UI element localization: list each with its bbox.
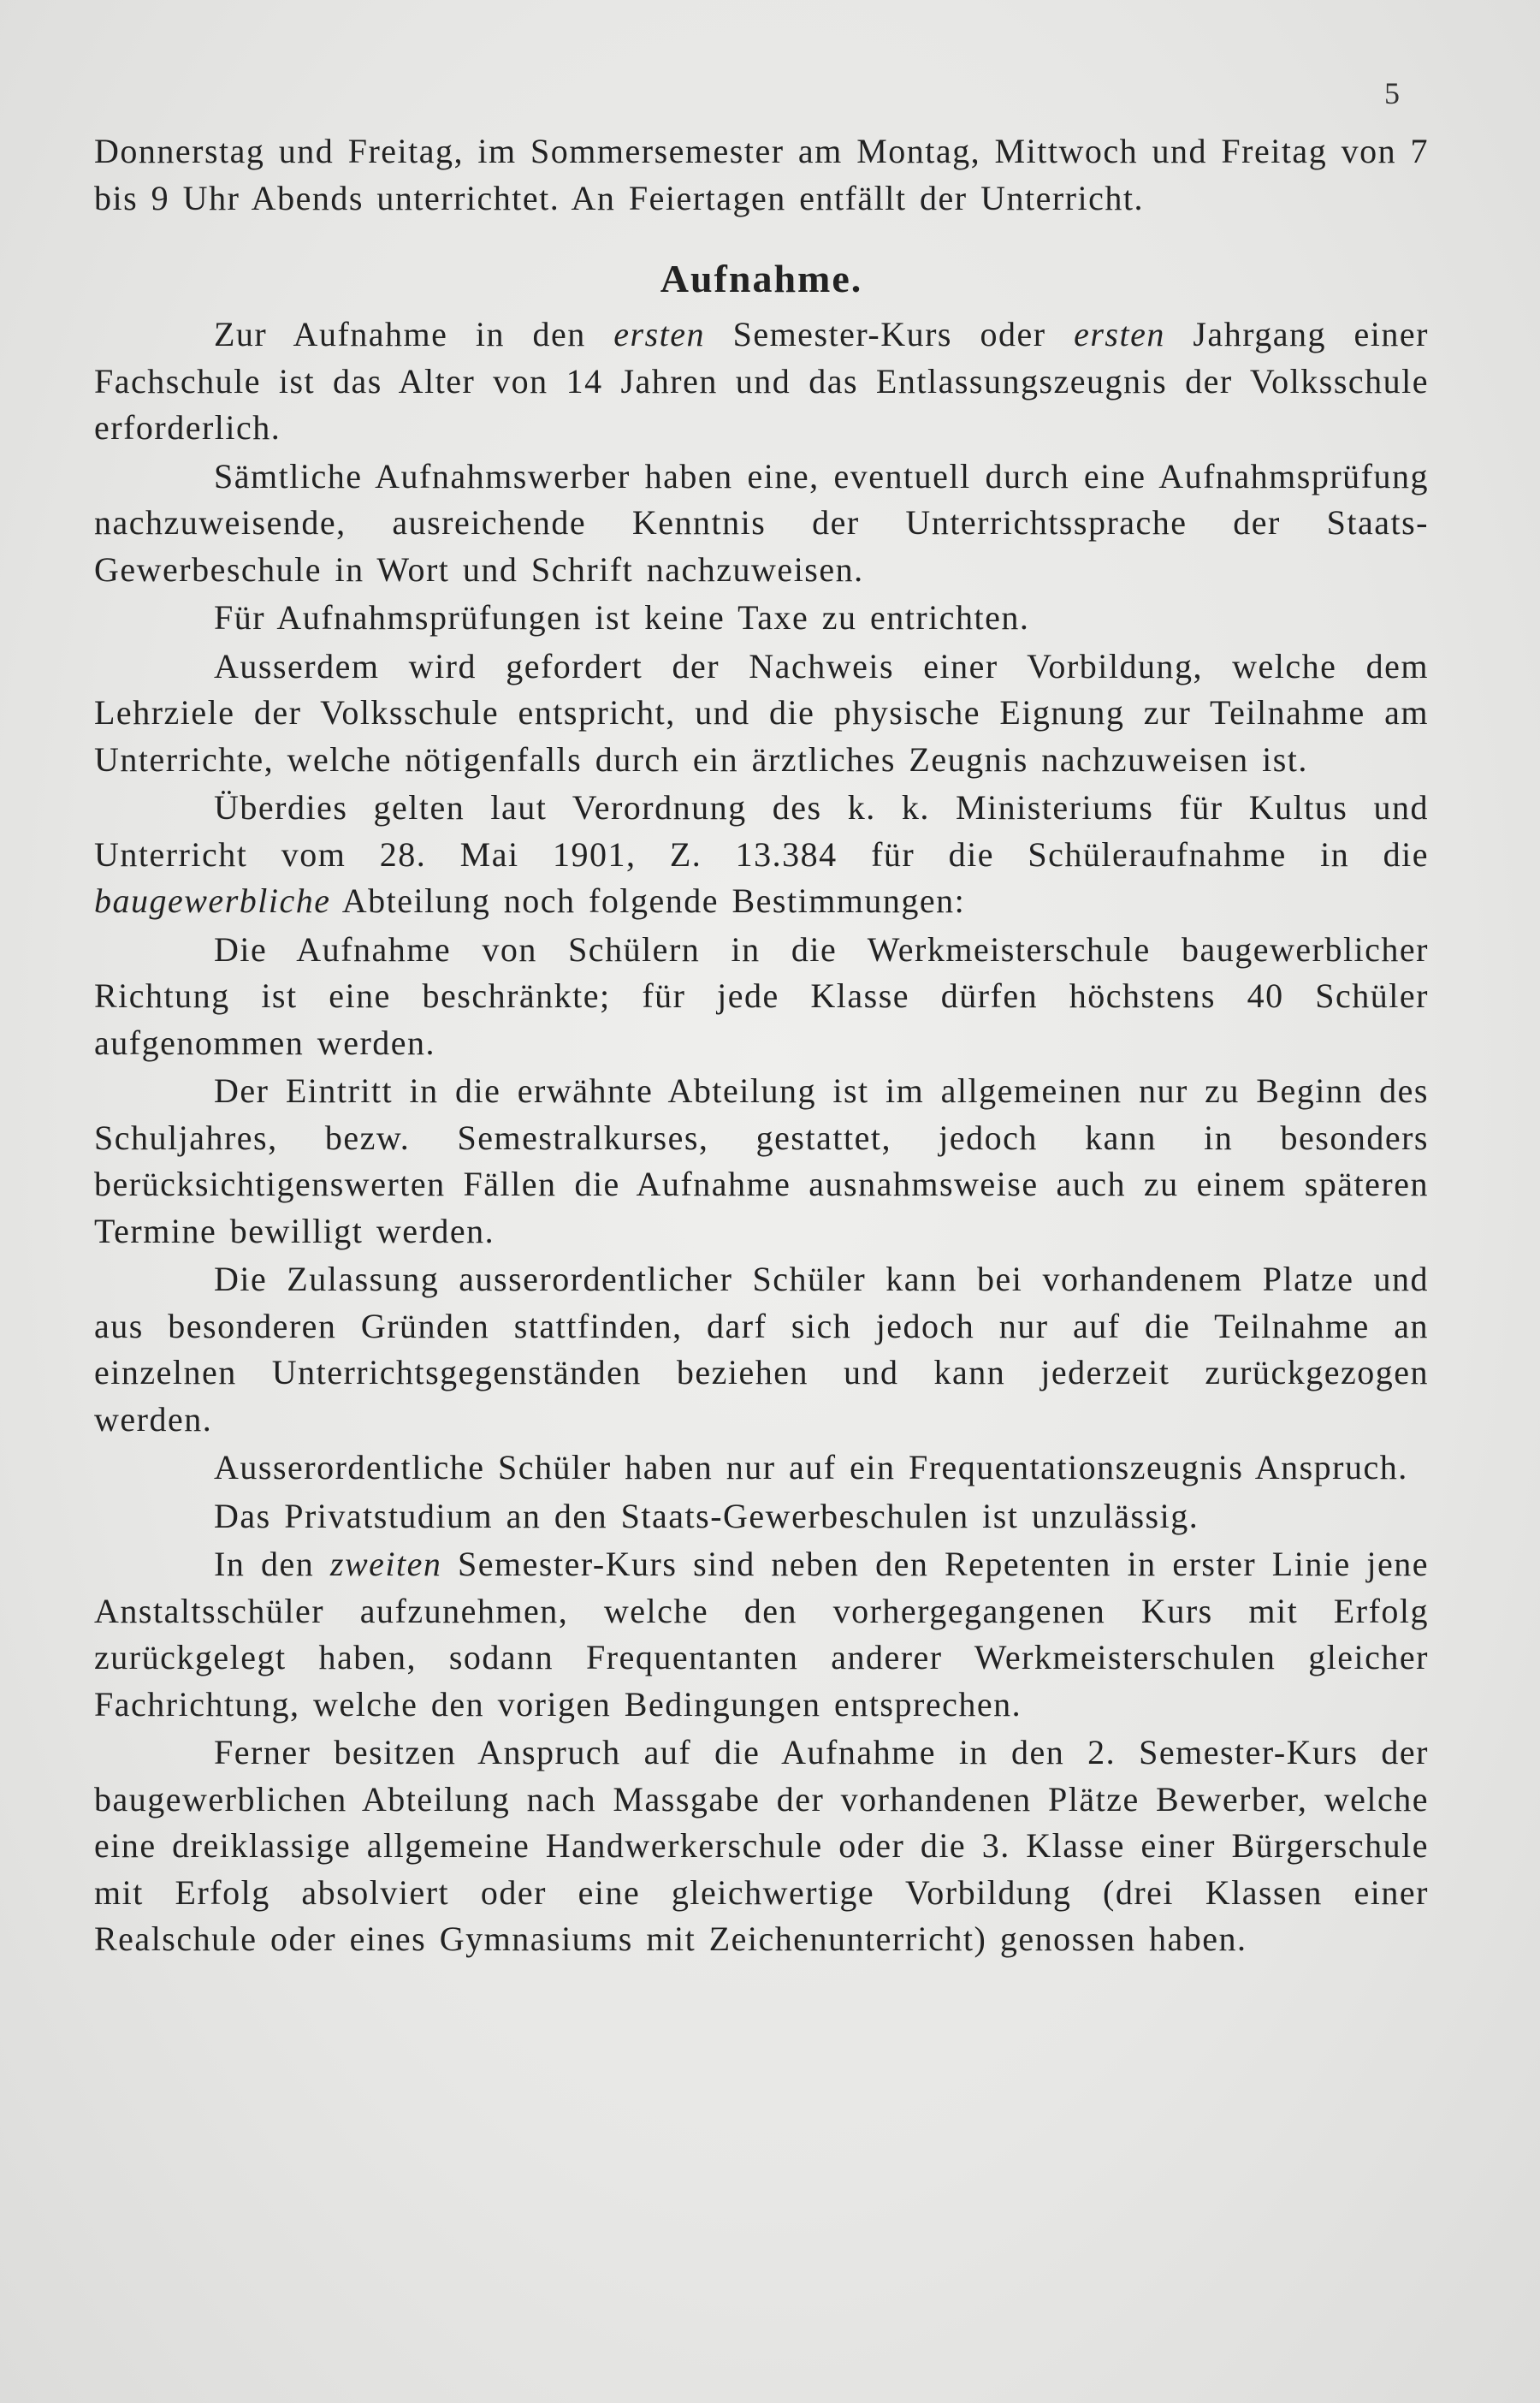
- paragraph: [94, 1445, 1429, 1492]
- paragraph: [94, 595, 1429, 642]
- emphasis-text: zweiten: [329, 1545, 442, 1583]
- paragraph: [94, 1256, 1429, 1443]
- text-run: Zur Aufnahme in den: [214, 315, 614, 353]
- paragraph: [94, 312, 1429, 452]
- emphasis-text: ersten: [1074, 315, 1165, 353]
- text-run: Abteilung noch folgende Bestimmungen:: [330, 881, 966, 920]
- page-number: 5: [1384, 76, 1400, 110]
- text-run: Semester-Kurs sind neben den Repetenten in erster Linie jene Anstaltsschüler aufzunehmen, welche den vorhergegangenen Kurs mit Erfolg zurückgelegt haben, sodann Frequentanten anderer Werkmeisterschulen gleicher Fachrichtung, welche den vorigen Bedingungen entsprechen.: [94, 1545, 1429, 1724]
- text-body: [94, 128, 1429, 1965]
- paragraph: [94, 128, 1429, 222]
- paragraph: [94, 454, 1429, 594]
- text-run: Semester-Kurs oder: [705, 315, 1075, 353]
- paragraph: [94, 1068, 1429, 1255]
- paragraph: [94, 644, 1429, 784]
- text-run: Der Eintritt in die erwähnte Abteilung ist im allgemeinen nur zu Beginn des Schuljahres, bezw. Semestralkurses, gestattet, jedoch kann in besonders berücksichtigenswerten Fällen die Aufnahme ausnahmsweise auch zu einem späteren Termine bewilligt werden.: [94, 1071, 1429, 1250]
- text-run: In den: [214, 1545, 330, 1583]
- text-run: Überdies gelten laut Verordnung des k. k. Ministeriums für Kultus und Unterricht vom 28. Mai 1901, Z. 13.384 für die Schüleraufnahme in die: [94, 788, 1429, 874]
- paragraph: [94, 927, 1429, 1067]
- text-run: Die Zulassung ausserordentlicher Schüler kann bei vorhandenem Platze und aus besonderen Gründen stattfinden, darf sich jedoch nur auf die Teilnahme an einzelnen Unterrichtsgegenständen beziehen und kann jederzeit zurückgezogen werden.: [94, 1260, 1429, 1439]
- text-run: Das Privatstudium an den Staats-Gewerbeschulen ist unzulässig.: [214, 1496, 1199, 1535]
- text-run: Ausserordentliche Schüler haben nur auf ein Frequentationszeugnis Anspruch.: [214, 1448, 1408, 1486]
- text-run: Für Aufnahmsprüfungen ist keine Taxe zu entrichten.: [214, 598, 1030, 637]
- paragraph: [94, 785, 1429, 925]
- text-run: Donnerstag und Freitag, im Sommersemester am Montag, Mittwoch und Freitag von 7 bis 9 Uhr Abends unterrichtet. An Feiertagen entfällt der Unterricht.: [94, 132, 1429, 217]
- text-run: Sämtliche Aufnahmswerber haben eine, eventuell durch eine Aufnahmsprüfung nachzuweisende, ausreichende Kenntnis der Unterrichtssprache der Staats-Gewerbeschule in Wort und Schrift nachzuweisen.: [94, 456, 1429, 589]
- emphasis-text: baugewerbliche: [94, 881, 331, 920]
- text-run: Ferner besitzen Anspruch auf die Aufnahme in den 2. Semester-Kurs der baugewerblichen Abteilung nach Massgabe der vorhandenen Plätze Bewerber, welche eine dreiklassige allgemeine Handwerkerschule oder die 3. Klasse einer Bürgerschule mit Erfolg absolviert oder eine gleichwertige Vorbildung (drei Klassen einer Realschule oder eines Gymnasiums mit Zeichenunterricht) genossen haben.: [94, 1733, 1429, 1958]
- paragraph: [94, 1493, 1429, 1540]
- paragraph: [94, 1730, 1429, 1963]
- paragraph: [94, 1541, 1429, 1728]
- emphasis-text: ersten: [613, 315, 706, 353]
- text-run: Jahrgang einer Fachschule ist das Alter von 14 Jahren und das Entlassungszeugnis der Volksschule erforderlich.: [94, 315, 1429, 447]
- text-run: Ausserdem wird gefordert der Nachweis einer Vorbildung, welche dem Lehrziele der Volksschule entspricht, und die physische Eignung zur Teilnahme am Unterrichte, welche nötigenfalls durch ein ärztliches Zeugnis nachzuweisen ist.: [94, 646, 1429, 779]
- section-heading: Aufnahme.: [660, 257, 863, 300]
- text-run: Die Aufnahme von Schülern in die Werkmeisterschule baugewerblicher Richtung ist eine beschränkte; für jede Klasse dürfen höchstens 40 Schüler aufgenommen werden.: [94, 929, 1429, 1062]
